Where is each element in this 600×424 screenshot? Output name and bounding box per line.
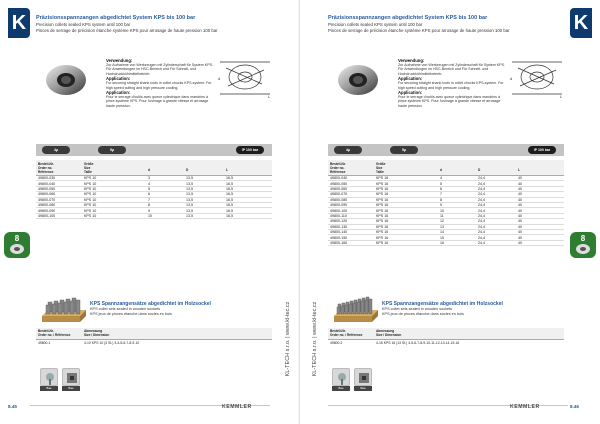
title-fr: Pinces de serrage de précision étanche système KPS pour arrosage de haute pression 100 bar bbox=[328, 27, 510, 33]
table-cell: 49800-070 bbox=[330, 192, 348, 197]
chapter-number: 8 bbox=[580, 234, 586, 243]
table-cell: 40 bbox=[518, 230, 522, 235]
table-cell: 13,5 bbox=[186, 187, 193, 192]
side-text: KL-TECH s.r.o. | www.kl-tec.cz bbox=[312, 301, 318, 377]
collet-photo bbox=[334, 60, 382, 98]
title-en: Precision collets sealed KPS system until 100 bar bbox=[328, 22, 423, 27]
title-de: Präzisionsspannzangen abgedichtet System KPS bis 100 bar bbox=[36, 15, 196, 21]
table-cell: 16,5 bbox=[226, 214, 233, 219]
table-cell: 49800-110 bbox=[330, 214, 347, 219]
table-cell: 11 bbox=[440, 214, 444, 219]
table-cell: KPS 10 bbox=[84, 192, 97, 197]
table-cell: 24,4 bbox=[478, 240, 485, 245]
table-cell: 16 bbox=[440, 240, 444, 245]
table-cell: KPS 10 bbox=[84, 187, 97, 192]
accessory-label: Bae bbox=[354, 386, 372, 391]
table-cell: 49800-040 bbox=[38, 181, 56, 186]
table-cell: 8 bbox=[440, 197, 442, 202]
table-cell: 40 bbox=[518, 235, 522, 240]
table-cell: 6 bbox=[148, 192, 150, 197]
usage-text: Verwendung: Zur Aufnahme von Werkzeugen mit Zylinderschaft für System KPS. Für Anwendungen im HSC-Bereich und Für Schnell- und Hochdruckkühlmittelbetrieb. Application: For securing straight shank tools in collet chucks KPS-system. For high speed cutting and high pressure cooling. Application: Pour le serrage d'outils avec queue cylindrique dans mandrins à pince système KPS. Pour l'usinage à grande vitesse et arrosage haute pression. bbox=[398, 58, 505, 108]
spec-runout-4: 4µ bbox=[42, 146, 70, 154]
table-cell: KPS 16 bbox=[376, 203, 389, 208]
table-cell: 13 bbox=[440, 224, 444, 229]
kemmler-logo: K bbox=[570, 8, 592, 38]
collet-tab-icon bbox=[9, 243, 25, 255]
table-cell: 16,5 bbox=[226, 176, 233, 181]
collet-set-photo bbox=[40, 292, 86, 324]
table-cell: 24,4 bbox=[478, 203, 485, 208]
table-cell: KPS 16 bbox=[376, 224, 389, 229]
collet-technical-drawing bbox=[216, 54, 274, 100]
table-cell: 40 bbox=[518, 187, 522, 192]
table-cell: 49800-140 bbox=[330, 230, 348, 235]
spec-runout-5: 5µ bbox=[98, 146, 126, 154]
title-en: Precision collets sealed KPS system until 100 bar bbox=[36, 22, 131, 27]
table-header: Bestell-Nr. Order no. Référence Größe Size Taille d D L bbox=[328, 160, 564, 176]
table-cell: 49800-030 bbox=[38, 176, 56, 181]
table-cell: 9 bbox=[440, 203, 442, 208]
table-cell: KPS 16 bbox=[376, 197, 389, 202]
accessory-key bbox=[62, 368, 80, 386]
table-cell: KPS 16 bbox=[376, 230, 389, 235]
table-cell: 49800-080 bbox=[38, 203, 56, 208]
accessory-label: Bae bbox=[40, 386, 58, 391]
spec-runout-5: 5µ bbox=[390, 146, 418, 154]
spec-bar bbox=[328, 144, 564, 156]
table-cell: 49800-100 bbox=[38, 214, 56, 219]
spec-pressure: IP 100 bar bbox=[236, 146, 264, 154]
table-cell: 40 bbox=[518, 224, 522, 229]
svg-text:L: L bbox=[560, 94, 563, 99]
table-cell: 24,4 bbox=[478, 230, 485, 235]
table-cell: KPS 16 bbox=[376, 240, 389, 245]
table-cell: 7 bbox=[148, 197, 150, 202]
table-cell: 24,4 bbox=[478, 235, 485, 240]
table-cell: KPS 16 bbox=[376, 187, 389, 192]
table-cell: 4 bbox=[148, 181, 150, 186]
table-cell: 24,4 bbox=[478, 181, 485, 186]
table-cell: 24,4 bbox=[478, 176, 485, 181]
title-de: Präzisionsspannzangen abgedichtet System KPS bis 100 bar bbox=[328, 15, 488, 21]
table-cell: 5 bbox=[148, 187, 150, 192]
table-cell: 4 bbox=[440, 176, 442, 181]
table-cell: KPS 16 bbox=[376, 181, 389, 186]
table-cell: 49800-070 bbox=[38, 197, 56, 202]
table-header: Bestell-Nr. Order no. Référence Größe Size Taille d D L bbox=[36, 160, 272, 176]
table-cell: 49800-150 bbox=[330, 235, 348, 240]
table-cell: 16,5 bbox=[226, 197, 233, 202]
table-cell: 49800-080 bbox=[330, 197, 348, 202]
table-cell: KPS 10 bbox=[84, 203, 97, 208]
table-cell: 16,5 bbox=[226, 181, 233, 186]
product-title bbox=[36, 15, 272, 33]
brand-name: KEMMLER bbox=[222, 404, 252, 410]
table-cell: KPS 10 bbox=[84, 214, 97, 219]
spec-pressure: IP 100 bar bbox=[528, 146, 556, 154]
table-cell: 49800-100 bbox=[330, 208, 348, 213]
spec-runout-4: 4µ bbox=[334, 146, 362, 154]
table-cell: 16,5 bbox=[226, 187, 233, 192]
table-cell: 12 bbox=[440, 219, 444, 224]
table-cell: 24,4 bbox=[478, 208, 485, 213]
table-cell: KPS 16 bbox=[376, 192, 389, 197]
table-cell: 10 bbox=[148, 214, 152, 219]
table-cell: 40 bbox=[518, 203, 522, 208]
table-row: 49800-2 4-16 KPS 16 (13 St.) 4-5-6-7-8-9-10-11-12-13-14-15-16 bbox=[330, 340, 460, 345]
table-row: 49800-1 4-10 KPS 10 (3 St.) 3-4-5-6-7-8-9-10 bbox=[38, 340, 140, 345]
chapter-tab[interactable] bbox=[4, 232, 30, 258]
table-cell: 3 bbox=[148, 176, 150, 181]
collet-table bbox=[328, 160, 564, 246]
accessory-wrench bbox=[332, 368, 350, 386]
table-cell: 24,4 bbox=[478, 187, 485, 192]
table-cell: 13,5 bbox=[186, 203, 193, 208]
page-number: 8.46 bbox=[570, 404, 579, 409]
table-cell: 24,4 bbox=[478, 219, 485, 224]
collet-set-photo bbox=[332, 292, 378, 324]
table-cell: KPS 10 bbox=[84, 197, 97, 202]
table-cell: 14 bbox=[440, 230, 444, 235]
table-cell: 49800-090 bbox=[330, 203, 348, 208]
table-cell: 13,5 bbox=[186, 192, 193, 197]
table-cell: 6 bbox=[440, 187, 442, 192]
collet-table bbox=[36, 160, 272, 219]
table-cell: 24,4 bbox=[478, 197, 485, 202]
table-cell: 49800-050 bbox=[330, 181, 348, 186]
table-cell: 16,5 bbox=[226, 208, 233, 213]
chapter-number: 8 bbox=[14, 234, 20, 243]
table-cell: 40 bbox=[518, 181, 522, 186]
table-cell: 13,5 bbox=[186, 197, 193, 202]
table-cell: 16,5 bbox=[226, 192, 233, 197]
table-cell: KPS 10 bbox=[84, 176, 97, 181]
table-row bbox=[36, 214, 272, 219]
page-number: 8.45 bbox=[8, 404, 17, 409]
accessory-label: Bae bbox=[332, 386, 350, 391]
svg-text:d: d bbox=[510, 76, 513, 81]
table-cell: 40 bbox=[518, 240, 522, 245]
collet-technical-drawing bbox=[508, 54, 566, 100]
table-cell: 40 bbox=[518, 176, 522, 181]
table-cell: 16,5 bbox=[226, 203, 233, 208]
table-cell: 13,5 bbox=[186, 181, 193, 186]
collet-set-table: Bestell-Nr. Order no. / Référence Abmessung Size / Dimension 49800-2 4-16 KPS 16 (13 St.) 4-5-6-7-8-9-10-11-12-13-14-15-16 bbox=[328, 328, 564, 346]
accessory-wrench bbox=[40, 368, 58, 386]
table-cell: 8 bbox=[148, 203, 150, 208]
table-cell: 24,4 bbox=[478, 214, 485, 219]
table-cell: 40 bbox=[518, 219, 522, 224]
svg-text:d: d bbox=[218, 76, 221, 81]
spec-bar bbox=[36, 144, 272, 156]
chapter-tab[interactable] bbox=[570, 232, 596, 258]
accessory-label: Bae bbox=[62, 386, 80, 391]
table-cell: 49800-130 bbox=[330, 224, 348, 229]
table-cell: KPS 10 bbox=[84, 208, 97, 213]
table-cell: 9 bbox=[148, 208, 150, 213]
side-text: KL-TECH s.r.o. | www.kl-tec.cz bbox=[285, 301, 291, 377]
table-cell: 49800-050 bbox=[38, 187, 56, 192]
product-title bbox=[328, 15, 564, 33]
table-cell: 49800-060 bbox=[330, 187, 348, 192]
table-cell: 24,4 bbox=[478, 224, 485, 229]
table-cell: 49800-040 bbox=[330, 176, 348, 181]
table-cell: KPS 16 bbox=[376, 235, 389, 240]
table-cell: KPS 10 bbox=[84, 181, 97, 186]
table-cell: 24,4 bbox=[478, 192, 485, 197]
table-cell: 5 bbox=[440, 181, 442, 186]
table-cell: 40 bbox=[518, 208, 522, 213]
table-cell: KPS 16 bbox=[376, 219, 389, 224]
table-cell: KPS 16 bbox=[376, 214, 389, 219]
table-cell: KPS 16 bbox=[376, 176, 389, 181]
table-cell: 10 bbox=[440, 208, 444, 213]
svg-text:L: L bbox=[268, 94, 271, 99]
table-cell: 49800-160 bbox=[330, 240, 348, 245]
table-cell: 13,5 bbox=[186, 208, 193, 213]
table-cell: 15 bbox=[440, 235, 444, 240]
usage-text: Verwendung: Zur Aufnahme von Werkzeugen mit Zylinderschaft für System KPS. Für Anwendungen im HSC-Bereich und Für Schnell- und Hochdruckkühlmittelbetrieb. Application: For securing straight shank tools in collet chucks KPS-system. For high speed cutting and high pressure cooling. Application: Pour le serrage d'outils avec queue cylindrique dans mandrins à pince système KPS. Pour l'usinage à grande vitesse et arrosage haute pression. bbox=[106, 58, 213, 108]
table-cell: 40 bbox=[518, 214, 522, 219]
table-cell: KPS 16 bbox=[376, 208, 389, 213]
collet-tab-icon bbox=[575, 243, 591, 255]
table-cell: 49800-120 bbox=[330, 219, 348, 224]
collet-set-title: KPS Spannzangensätze abgedichtet im Holzsockel KPS collet sets sealed in wooden sockets KPS jeux de pinces étanche dans socles en bois bbox=[382, 301, 503, 316]
table-cell: 49800-060 bbox=[38, 192, 56, 197]
brand-name: KEMMLER bbox=[510, 404, 540, 410]
kemmler-logo: K bbox=[8, 8, 30, 38]
table-cell: 40 bbox=[518, 197, 522, 202]
table-cell: 40 bbox=[518, 192, 522, 197]
right-page bbox=[300, 0, 600, 424]
table-cell: 13,5 bbox=[186, 176, 193, 181]
table-cell: 49800-090 bbox=[38, 208, 56, 213]
table-cell: 7 bbox=[440, 192, 442, 197]
collet-photo bbox=[42, 60, 90, 98]
title-fr: Pinces de serrage de précision étanche système KPS pour arrosage de haute pression 100 bar bbox=[36, 27, 218, 33]
table-row bbox=[328, 241, 564, 246]
collet-set-table: Bestell-Nr. Order no. / Référence Abmessung Size / Dimension 49800-1 4-10 KPS 10 (3 St.) 3-4-5-6-7-8-9-10 bbox=[36, 328, 272, 346]
accessory-key bbox=[354, 368, 372, 386]
table-cell: 13,5 bbox=[186, 214, 193, 219]
collet-set-title: KPS Spannzangensätze abgedichtet im Holzsockel KPS collet sets sealed in wooden sockets KPS jeux de pinces étanche dans socles en bois bbox=[90, 301, 211, 316]
